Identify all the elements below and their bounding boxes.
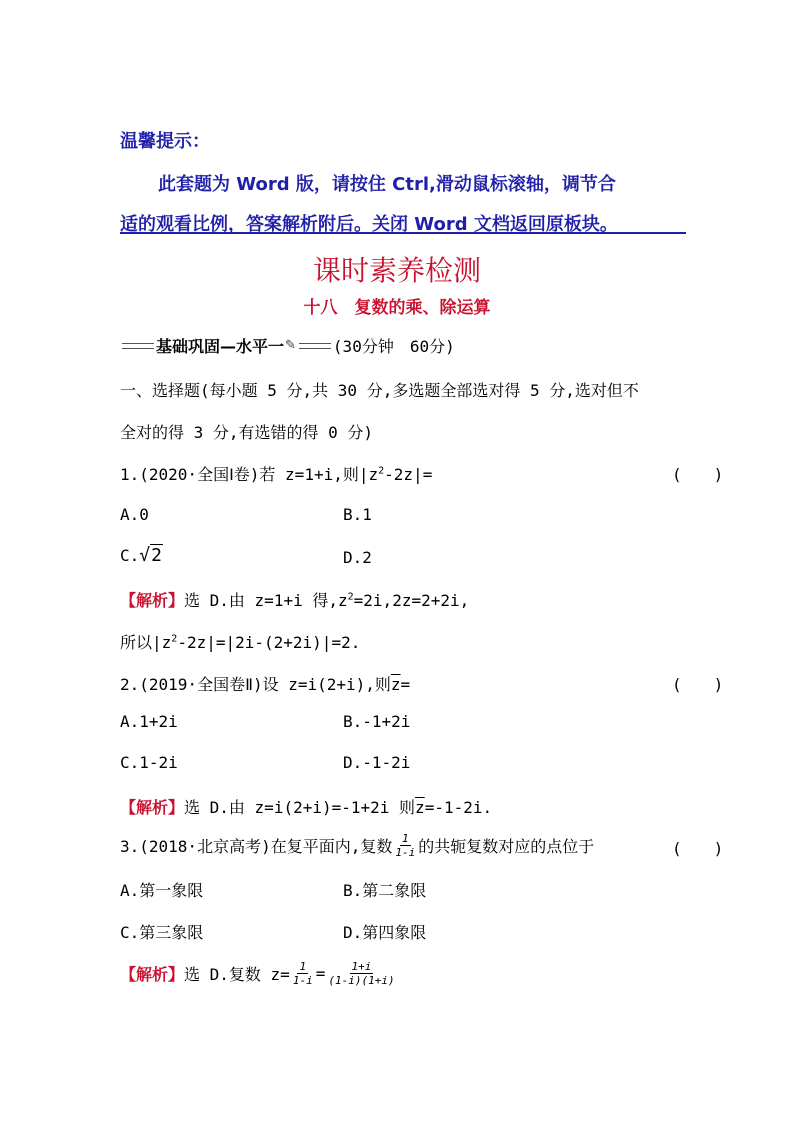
question-2-analysis	[120, 795, 492, 818]
analysis-tag: 【解析】	[120, 798, 185, 817]
question-3-answer-paren: ( )	[672, 839, 724, 858]
question-3-analysis	[120, 960, 398, 987]
q3-stem-text-2: 的共轭复数对应的点位于	[418, 837, 595, 856]
sqrt-symbol: √	[139, 545, 151, 566]
question-2-option-d: D.-1-2i	[343, 753, 411, 772]
q3-fraction	[393, 832, 417, 859]
q3-frac-num: 1	[401, 832, 409, 845]
q2-stem-text-2: =	[400, 675, 411, 694]
question-2-option-a: A.1+2i	[120, 712, 178, 731]
document-title: 课时素养检测	[312, 254, 481, 287]
section-label: 基础巩固—水平一	[156, 337, 285, 356]
question-1-option-c	[120, 545, 163, 566]
analysis-tag: 【解析】	[120, 591, 185, 610]
document-subtitle: 十八 复数的乘、除运算	[303, 298, 491, 318]
q2-analysis-text-2: =-1-2i.	[424, 798, 493, 817]
q1-analysis2-text: 所以|z	[120, 633, 172, 652]
q1-option-c-prefix: C.	[120, 546, 140, 565]
q3-analysis-fraction-2	[326, 960, 396, 987]
double-line-left	[122, 343, 154, 349]
q3-frac2-den: (1-i)(1+i)	[328, 974, 395, 987]
question-3-option-d: D.第四象限	[343, 923, 427, 942]
question-2-stem	[120, 672, 410, 695]
q3-analysis-fraction-1	[291, 960, 315, 987]
question-1-stem	[120, 462, 432, 485]
q1-stem-text-2: -2z|=	[384, 465, 433, 484]
q3-equals: =	[315, 964, 326, 983]
question-2-option-b: B.-1+2i	[343, 712, 411, 731]
instructions-line-1	[120, 378, 639, 401]
q1-option-c-value: 2	[151, 545, 162, 566]
question-3-option-a: A.第一象限	[120, 881, 204, 900]
instructions-line-2: 全对的得 3 分,有选错的得 0 分)	[120, 423, 374, 442]
question-3-stem	[120, 832, 594, 859]
analysis-tag: 【解析】	[120, 965, 185, 984]
q3-frac1-num: 1	[299, 960, 307, 973]
question-1-option-b: B.1	[343, 505, 372, 524]
q3-frac1-den: 1-i	[292, 974, 313, 987]
q1-stem-text: 1.(2020·全国Ⅰ卷)若 z=1+i,则|z	[120, 465, 379, 484]
q2-analysis-conj: $\overline{z}$	[415, 798, 425, 817]
q3-analysis-text: 选 D.复数 z=	[184, 965, 290, 984]
question-1-answer-paren: ( )	[672, 465, 724, 484]
question-3-option-c: C.第三象限	[120, 923, 204, 942]
q2-stem-text: 2.(2019·全国卷Ⅱ)设 z=i(2+i),则	[120, 675, 391, 694]
question-1-analysis-line-2	[120, 630, 360, 653]
q3-stem-text: 3.(2018·北京高考)在复平面内,复数	[120, 837, 393, 856]
q1-stem-sup: 2	[378, 465, 385, 477]
section-time: (30分钟 60分)	[332, 337, 455, 356]
question-2-answer-paren: ( )	[672, 675, 724, 694]
question-3-option-b: B.第二象限	[343, 881, 427, 900]
q2-analysis-text: 选 D.由 z=i(2+i)=-1+2i 则	[184, 798, 416, 817]
tip-line-2: 适的观看比例，答案解析附后。关闭 Word 文档返回原板块。	[120, 214, 618, 235]
q1-analysis2-sup: 2	[171, 633, 178, 645]
pencil-icon: ✎	[285, 338, 296, 353]
tip-title: 温馨提示：	[120, 131, 210, 152]
instructions-text-1: 一、选择题(每小题 5 分,共 30 分,多选题全部选对得 5 分,选对但不	[120, 381, 639, 400]
double-line-right	[299, 343, 331, 349]
question-1-option-d: D.2	[343, 548, 372, 567]
tip-underline	[120, 232, 686, 234]
question-1-analysis	[120, 588, 469, 611]
q1-analysis-sup: 2	[347, 591, 354, 603]
q3-frac2-num: 1+i	[351, 960, 372, 973]
tip-line-1: 此套题为 Word 版，请按住 Ctrl,滑动鼠标滚轴，调节合	[158, 174, 616, 195]
question-2-option-c: C.1-2i	[120, 753, 178, 772]
section-header	[120, 334, 455, 357]
question-1-option-a: A.0	[120, 505, 149, 524]
q3-frac-den: 1-i	[395, 846, 416, 859]
q1-analysis2-text-2: -2z|=|2i-(2+2i)|=2.	[177, 633, 361, 652]
q2-stem-conj: $\overline{z}$	[390, 675, 401, 694]
q1-analysis-text-2: =2i,2z=2+2i,	[353, 591, 470, 610]
q1-analysis-text: 选 D.由 z=1+i 得,z	[184, 591, 348, 610]
